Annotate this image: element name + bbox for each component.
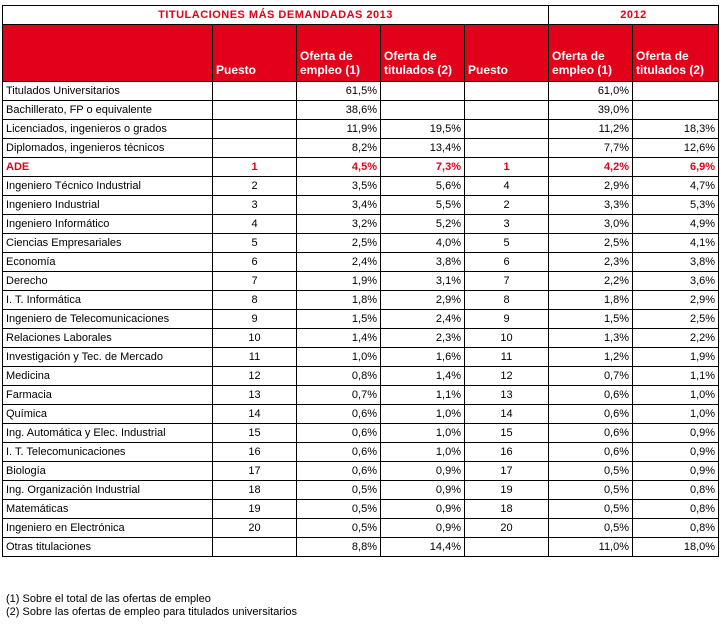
cell-puesto-2012: 6	[465, 253, 549, 272]
cell-oferta-titulados-2013: 7,3%	[381, 158, 465, 177]
cell-oferta-titulados-2013: 1,0%	[381, 443, 465, 462]
cell-oferta-titulados-2012: 12,6%	[633, 139, 719, 158]
cell-name: Relaciones Laborales	[3, 329, 213, 348]
cell-oferta-empleo-2012: 11,2%	[549, 120, 633, 139]
cell-oferta-titulados-2013: 1,1%	[381, 386, 465, 405]
cell-oferta-titulados-2012: 2,5%	[633, 310, 719, 329]
table-row	[3, 500, 719, 519]
cell-oferta-empleo-2013: 3,2%	[297, 215, 381, 234]
cell-name: Licenciados, ingenieros o grados	[3, 120, 213, 139]
header-puesto-2013: Puesto	[213, 25, 297, 82]
cell-oferta-empleo-2013: 2,4%	[297, 253, 381, 272]
cell-oferta-titulados-2012: 18,0%	[633, 538, 719, 557]
cell-oferta-titulados-2012: 3,8%	[633, 253, 719, 272]
header-oferta-titulados-2012: Oferta de titulados (2)	[633, 25, 719, 82]
cell-oferta-empleo-2012: 3,3%	[549, 196, 633, 215]
cell-oferta-empleo-2013: 11,9%	[297, 120, 381, 139]
cell-oferta-titulados-2012: 18,3%	[633, 120, 719, 139]
table-row	[3, 443, 719, 462]
cell-oferta-titulados-2012: 4,9%	[633, 215, 719, 234]
cell-oferta-titulados-2013: 13,4%	[381, 139, 465, 158]
cell-puesto-2013	[213, 139, 297, 158]
cell-oferta-empleo-2013: 0,8%	[297, 367, 381, 386]
cell-puesto-2013: 11	[213, 348, 297, 367]
cell-name: Ingeniero Informático	[3, 215, 213, 234]
footnote-2: (2) Sobre las ofertas de empleo para titulados universitarios	[6, 606, 298, 618]
cell-name: Biología	[3, 462, 213, 481]
table-row	[3, 310, 719, 329]
cell-oferta-empleo-2012: 0,5%	[549, 462, 633, 481]
cell-puesto-2013: 17	[213, 462, 297, 481]
cell-oferta-empleo-2013: 8,8%	[297, 538, 381, 557]
cell-puesto-2013: 19	[213, 500, 297, 519]
cell-name: Economía	[3, 253, 213, 272]
cell-oferta-empleo-2012: 0,5%	[549, 500, 633, 519]
table-row	[3, 481, 719, 500]
cell-oferta-empleo-2013: 3,4%	[297, 196, 381, 215]
cell-puesto-2012: 15	[465, 424, 549, 443]
cell-oferta-titulados-2013: 0,9%	[381, 519, 465, 538]
cell-oferta-titulados-2012: 4,7%	[633, 177, 719, 196]
cell-oferta-titulados-2012: 1,9%	[633, 348, 719, 367]
cell-oferta-empleo-2012: 2,2%	[549, 272, 633, 291]
cell-puesto-2013: 6	[213, 253, 297, 272]
table-row	[3, 348, 719, 367]
cell-oferta-titulados-2012: 0,9%	[633, 462, 719, 481]
cell-oferta-empleo-2012: 11,0%	[549, 538, 633, 557]
cell-oferta-empleo-2013: 1,4%	[297, 329, 381, 348]
cell-puesto-2012: 1	[465, 158, 549, 177]
cell-oferta-empleo-2012: 1,8%	[549, 291, 633, 310]
cell-oferta-empleo-2013: 1,0%	[297, 348, 381, 367]
cell-puesto-2013: 2	[213, 177, 297, 196]
table-row	[3, 139, 719, 158]
cell-puesto-2013: 8	[213, 291, 297, 310]
cell-name: Diplomados, ingenieros técnicos	[3, 139, 213, 158]
cell-oferta-empleo-2012: 1,5%	[549, 310, 633, 329]
cell-oferta-empleo-2013: 0,6%	[297, 405, 381, 424]
cell-oferta-titulados-2013: 5,2%	[381, 215, 465, 234]
cell-oferta-empleo-2013: 3,5%	[297, 177, 381, 196]
cell-oferta-titulados-2013: 14,4%	[381, 538, 465, 557]
cell-oferta-titulados-2013	[381, 82, 465, 101]
header-puesto-2012: Puesto	[465, 25, 549, 82]
cell-oferta-titulados-2012: 5,3%	[633, 196, 719, 215]
cell-name: I. T. Informática	[3, 291, 213, 310]
cell-name: ADE	[3, 158, 213, 177]
cell-puesto-2013: 13	[213, 386, 297, 405]
cell-name: Derecho	[3, 272, 213, 291]
cell-puesto-2013: 20	[213, 519, 297, 538]
cell-oferta-titulados-2012: 2,2%	[633, 329, 719, 348]
cell-puesto-2013: 4	[213, 215, 297, 234]
cell-oferta-titulados-2013: 1,0%	[381, 424, 465, 443]
cell-oferta-titulados-2013: 0,9%	[381, 500, 465, 519]
cell-oferta-empleo-2012: 2,3%	[549, 253, 633, 272]
cell-puesto-2012	[465, 82, 549, 101]
cell-oferta-empleo-2012: 0,6%	[549, 443, 633, 462]
table-row	[3, 158, 719, 177]
cell-oferta-empleo-2013: 0,7%	[297, 386, 381, 405]
cell-puesto-2013	[213, 82, 297, 101]
title-2013: TITULACIONES MÁS DEMANDADAS 2013	[3, 6, 549, 25]
table-row	[3, 253, 719, 272]
cell-name: Matemáticas	[3, 500, 213, 519]
cell-puesto-2013: 10	[213, 329, 297, 348]
cell-oferta-empleo-2012: 0,6%	[549, 386, 633, 405]
cell-puesto-2012: 11	[465, 348, 549, 367]
cell-name: I. T. Telecomunicaciones	[3, 443, 213, 462]
cell-oferta-titulados-2013: 1,0%	[381, 405, 465, 424]
cell-oferta-titulados-2013: 3,1%	[381, 272, 465, 291]
cell-name: Titulados Universitarios	[3, 82, 213, 101]
cell-oferta-empleo-2012: 0,6%	[549, 405, 633, 424]
cell-name: Ingeniero Técnico Industrial	[3, 177, 213, 196]
cell-puesto-2012: 4	[465, 177, 549, 196]
cell-puesto-2012: 12	[465, 367, 549, 386]
cell-puesto-2012	[465, 120, 549, 139]
cell-name: Ciencias Empresariales	[3, 234, 213, 253]
cell-oferta-titulados-2013: 2,4%	[381, 310, 465, 329]
table-row	[3, 196, 719, 215]
cell-oferta-empleo-2013: 0,5%	[297, 519, 381, 538]
cell-oferta-empleo-2013: 1,5%	[297, 310, 381, 329]
table-row	[3, 120, 719, 139]
cell-oferta-empleo-2012: 0,6%	[549, 424, 633, 443]
title-2012: 2012	[549, 6, 719, 25]
cell-name: Ingeniero Industrial	[3, 196, 213, 215]
cell-puesto-2013	[213, 120, 297, 139]
cell-oferta-titulados-2012: 0,8%	[633, 519, 719, 538]
cell-puesto-2013: 16	[213, 443, 297, 462]
table-row	[3, 82, 719, 101]
cell-puesto-2012: 16	[465, 443, 549, 462]
header-blank	[3, 25, 213, 82]
cell-puesto-2012: 9	[465, 310, 549, 329]
cell-puesto-2012: 3	[465, 215, 549, 234]
cell-oferta-empleo-2013: 0,5%	[297, 481, 381, 500]
cell-oferta-titulados-2013	[381, 101, 465, 120]
cell-name: Ingeniero de Telecomunicaciones	[3, 310, 213, 329]
cell-oferta-titulados-2012: 0,9%	[633, 424, 719, 443]
table-row	[3, 177, 719, 196]
cell-puesto-2013: 14	[213, 405, 297, 424]
cell-oferta-empleo-2012: 0,7%	[549, 367, 633, 386]
cell-oferta-empleo-2012: 0,5%	[549, 519, 633, 538]
cell-name: Otras titulaciones	[3, 538, 213, 557]
cell-name: Bachillerato, FP o equivalente	[3, 101, 213, 120]
cell-puesto-2013	[213, 538, 297, 557]
cell-name: Ing. Organización Industrial	[3, 481, 213, 500]
cell-name: Ing. Automática y Elec. Industrial	[3, 424, 213, 443]
table-row	[3, 424, 719, 443]
cell-puesto-2012: 14	[465, 405, 549, 424]
table-row	[3, 367, 719, 386]
table-row	[3, 538, 719, 557]
cell-name: Farmacia	[3, 386, 213, 405]
cell-oferta-titulados-2012: 0,8%	[633, 481, 719, 500]
cell-name: Química	[3, 405, 213, 424]
cell-oferta-empleo-2013: 0,6%	[297, 462, 381, 481]
cell-name: Investigación y Tec. de Mercado	[3, 348, 213, 367]
cell-oferta-titulados-2013: 0,9%	[381, 462, 465, 481]
cell-puesto-2013: 1	[213, 158, 297, 177]
cell-oferta-empleo-2012: 61,0%	[549, 82, 633, 101]
cell-oferta-titulados-2012: 1,1%	[633, 367, 719, 386]
header-oferta-empleo-2012: Oferta de empleo (1)	[549, 25, 633, 82]
table-row	[3, 405, 719, 424]
cell-oferta-titulados-2012: 0,9%	[633, 443, 719, 462]
cell-oferta-titulados-2013: 5,6%	[381, 177, 465, 196]
cell-oferta-empleo-2012: 1,3%	[549, 329, 633, 348]
table-row	[3, 329, 719, 348]
cell-oferta-empleo-2013: 38,6%	[297, 101, 381, 120]
cell-puesto-2013: 5	[213, 234, 297, 253]
cell-puesto-2012: 18	[465, 500, 549, 519]
cell-oferta-titulados-2013: 0,9%	[381, 481, 465, 500]
cell-oferta-titulados-2013: 1,4%	[381, 367, 465, 386]
table-row	[3, 234, 719, 253]
cell-puesto-2012: 20	[465, 519, 549, 538]
cell-oferta-empleo-2012: 1,2%	[549, 348, 633, 367]
cell-name: Medicina	[3, 367, 213, 386]
cell-oferta-titulados-2012: 4,1%	[633, 234, 719, 253]
cell-oferta-empleo-2013: 0,5%	[297, 500, 381, 519]
cell-oferta-titulados-2012: 1,0%	[633, 405, 719, 424]
cell-oferta-empleo-2012: 2,9%	[549, 177, 633, 196]
cell-puesto-2012: 10	[465, 329, 549, 348]
cell-puesto-2012: 19	[465, 481, 549, 500]
cell-oferta-titulados-2013: 2,3%	[381, 329, 465, 348]
table-row	[3, 462, 719, 481]
cell-oferta-empleo-2012: 2,5%	[549, 234, 633, 253]
table-row	[3, 291, 719, 310]
header-oferta-titulados-2013: Oferta de titulados (2)	[381, 25, 465, 82]
cell-puesto-2013: 15	[213, 424, 297, 443]
cell-oferta-titulados-2013: 1,6%	[381, 348, 465, 367]
table-row	[3, 101, 719, 120]
demand-table	[2, 5, 719, 557]
cell-puesto-2013	[213, 101, 297, 120]
cell-puesto-2012: 2	[465, 196, 549, 215]
cell-puesto-2013: 3	[213, 196, 297, 215]
cell-puesto-2012: 8	[465, 291, 549, 310]
cell-oferta-empleo-2013: 4,5%	[297, 158, 381, 177]
cell-puesto-2012: 17	[465, 462, 549, 481]
cell-oferta-empleo-2013: 1,8%	[297, 291, 381, 310]
cell-oferta-titulados-2012: 6,9%	[633, 158, 719, 177]
cell-oferta-titulados-2012	[633, 82, 719, 101]
cell-oferta-empleo-2012: 39,0%	[549, 101, 633, 120]
cell-puesto-2012: 13	[465, 386, 549, 405]
cell-oferta-titulados-2012: 1,0%	[633, 386, 719, 405]
cell-oferta-titulados-2012: 0,8%	[633, 500, 719, 519]
table-row	[3, 519, 719, 538]
cell-puesto-2013: 12	[213, 367, 297, 386]
header-oferta-empleo-2013: Oferta de empleo (1)	[297, 25, 381, 82]
cell-oferta-empleo-2013: 1,9%	[297, 272, 381, 291]
cell-oferta-titulados-2012	[633, 101, 719, 120]
footnotes	[6, 593, 297, 619]
cell-oferta-empleo-2013: 61,5%	[297, 82, 381, 101]
cell-oferta-titulados-2013: 4,0%	[381, 234, 465, 253]
cell-puesto-2012: 7	[465, 272, 549, 291]
cell-name: Ingeniero en Electrónica	[3, 519, 213, 538]
table-row	[3, 386, 719, 405]
cell-oferta-empleo-2012: 4,2%	[549, 158, 633, 177]
cell-puesto-2012	[465, 538, 549, 557]
cell-oferta-titulados-2012: 2,9%	[633, 291, 719, 310]
footnote-1: (1) Sobre el total de las ofertas de empleo	[6, 593, 211, 605]
cell-puesto-2012	[465, 139, 549, 158]
cell-puesto-2013: 18	[213, 481, 297, 500]
cell-puesto-2013: 9	[213, 310, 297, 329]
cell-puesto-2012: 5	[465, 234, 549, 253]
cell-oferta-empleo-2012: 7,7%	[549, 139, 633, 158]
cell-oferta-empleo-2012: 3,0%	[549, 215, 633, 234]
cell-oferta-empleo-2013: 2,5%	[297, 234, 381, 253]
cell-oferta-empleo-2012: 0,5%	[549, 481, 633, 500]
cell-oferta-titulados-2013: 5,5%	[381, 196, 465, 215]
cell-oferta-titulados-2012: 3,6%	[633, 272, 719, 291]
cell-oferta-titulados-2013: 2,9%	[381, 291, 465, 310]
cell-oferta-empleo-2013: 0,6%	[297, 424, 381, 443]
cell-oferta-empleo-2013: 0,6%	[297, 443, 381, 462]
table-row	[3, 272, 719, 291]
table-row	[3, 215, 719, 234]
cell-puesto-2013: 7	[213, 272, 297, 291]
cell-puesto-2012	[465, 101, 549, 120]
cell-oferta-titulados-2013: 3,8%	[381, 253, 465, 272]
cell-oferta-titulados-2013: 19,5%	[381, 120, 465, 139]
cell-oferta-empleo-2013: 8,2%	[297, 139, 381, 158]
